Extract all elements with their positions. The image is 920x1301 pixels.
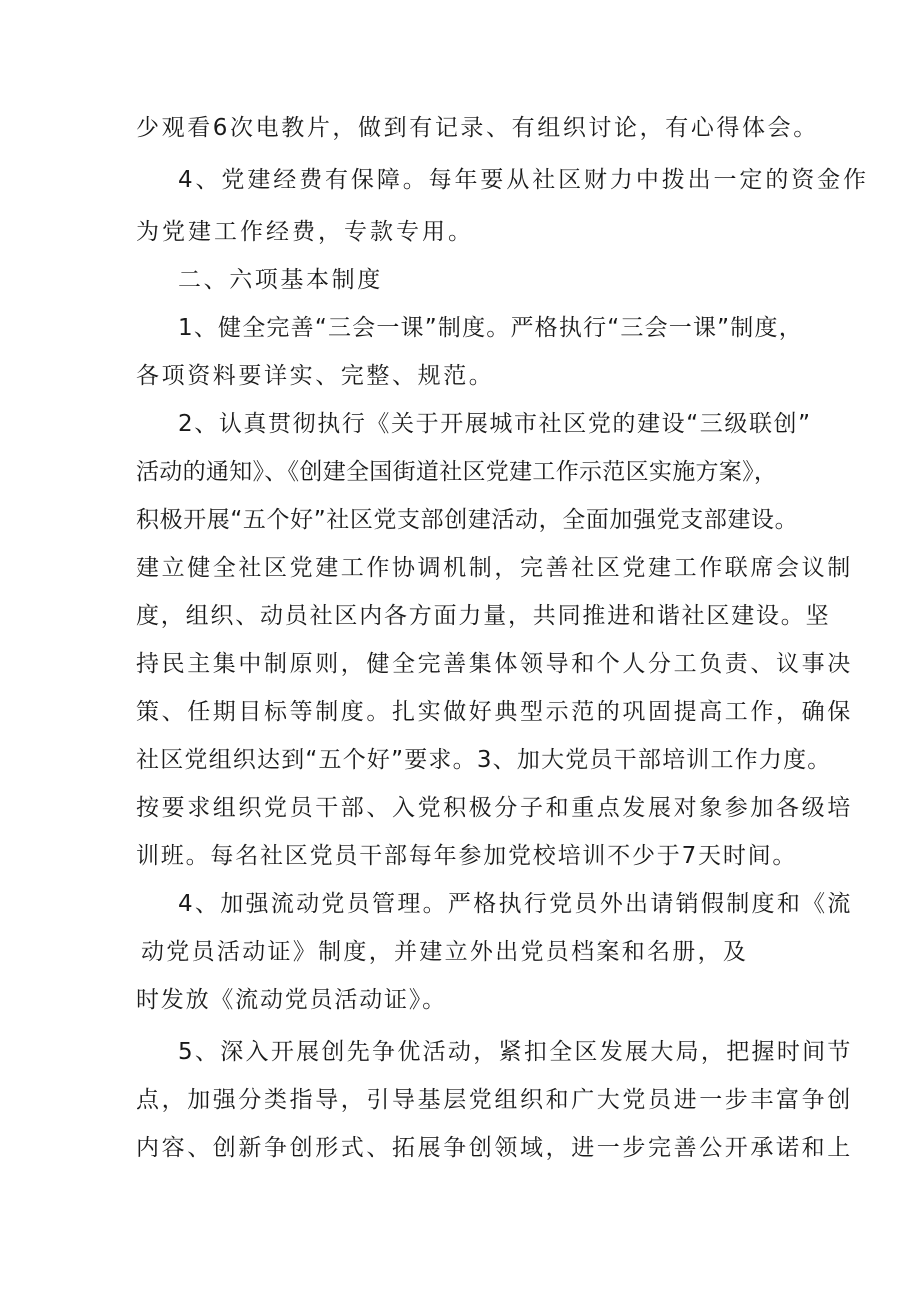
text-line-13: 策、任期目标等制度。扎实做好典型示范的巩固提高工作，确保	[136, 699, 853, 725]
text-line-12: 持民主集中制原则，健全完善集体领导和个人分工负责、议事决	[136, 651, 853, 677]
text-line-15: 按要求组织党员干部、入党积极分子和重点发展对象参加各级培	[136, 795, 853, 821]
text-line-21: 点，加强分类指导，引导基层党组织和广大党员进一步丰富争创	[136, 1087, 853, 1113]
text-line-22: 内容、创新争创形式、拓展争创领域，进一步完善公开承诺和上	[136, 1135, 853, 1161]
text-line-19: 时发放《流动党员活动证》。	[136, 987, 447, 1013]
section-heading: 二、六项基本制度	[178, 267, 383, 293]
text-line-8: 活动的通知》、《创建全国街道社区党建工作示范区实施方案》，	[136, 459, 778, 485]
text-line-2: 4、党建经费有保障。每年要从社区财力中拨出一定的资金作	[178, 167, 869, 193]
text-line-14: 社区党组织达到“五个好”要求。3、加大党员干部培训工作力度。	[136, 747, 832, 773]
text-line-18: 动党员活动证》制度，并建立外出党员档案和名册，及	[141, 939, 749, 965]
text-line-5: 1、健全完善“三会一课”制度。严格执行“三会一课”制度，	[178, 315, 803, 341]
text-line-7: 2、认真贯彻执行《关于开展城市社区党的建设“三级联创”	[178, 411, 812, 437]
text-line-6: 各项资料要详实、完整、规范。	[136, 363, 495, 389]
text-line-10: 建立健全社区党建工作协调机制，完善社区党建工作联席会议制	[136, 555, 853, 581]
text-line-11: 度，组织、动员社区内各方面力量，共同推进和谐社区建设。坚	[136, 603, 831, 629]
text-line-20: 5、深入开展创先争优活动，紧扣全区发展大局，把握时间节	[178, 1039, 853, 1065]
text-line-1: 少观看6次电教片，做到有记录、有组织讨论，有心得体会。	[136, 115, 819, 141]
text-line-17: 4、加强流动党员管理。严格执行党员外出请销假制度和《流	[178, 891, 853, 917]
text-line-16: 训班。每名社区党员干部每年参加党校培训不少于7天时间。	[136, 843, 798, 869]
text-line-9: 积极开展“五个好”社区党支部创建活动，全面加强党支部建设。	[136, 507, 799, 533]
text-line-3: 为党建工作经费，专款专用。	[136, 219, 474, 245]
